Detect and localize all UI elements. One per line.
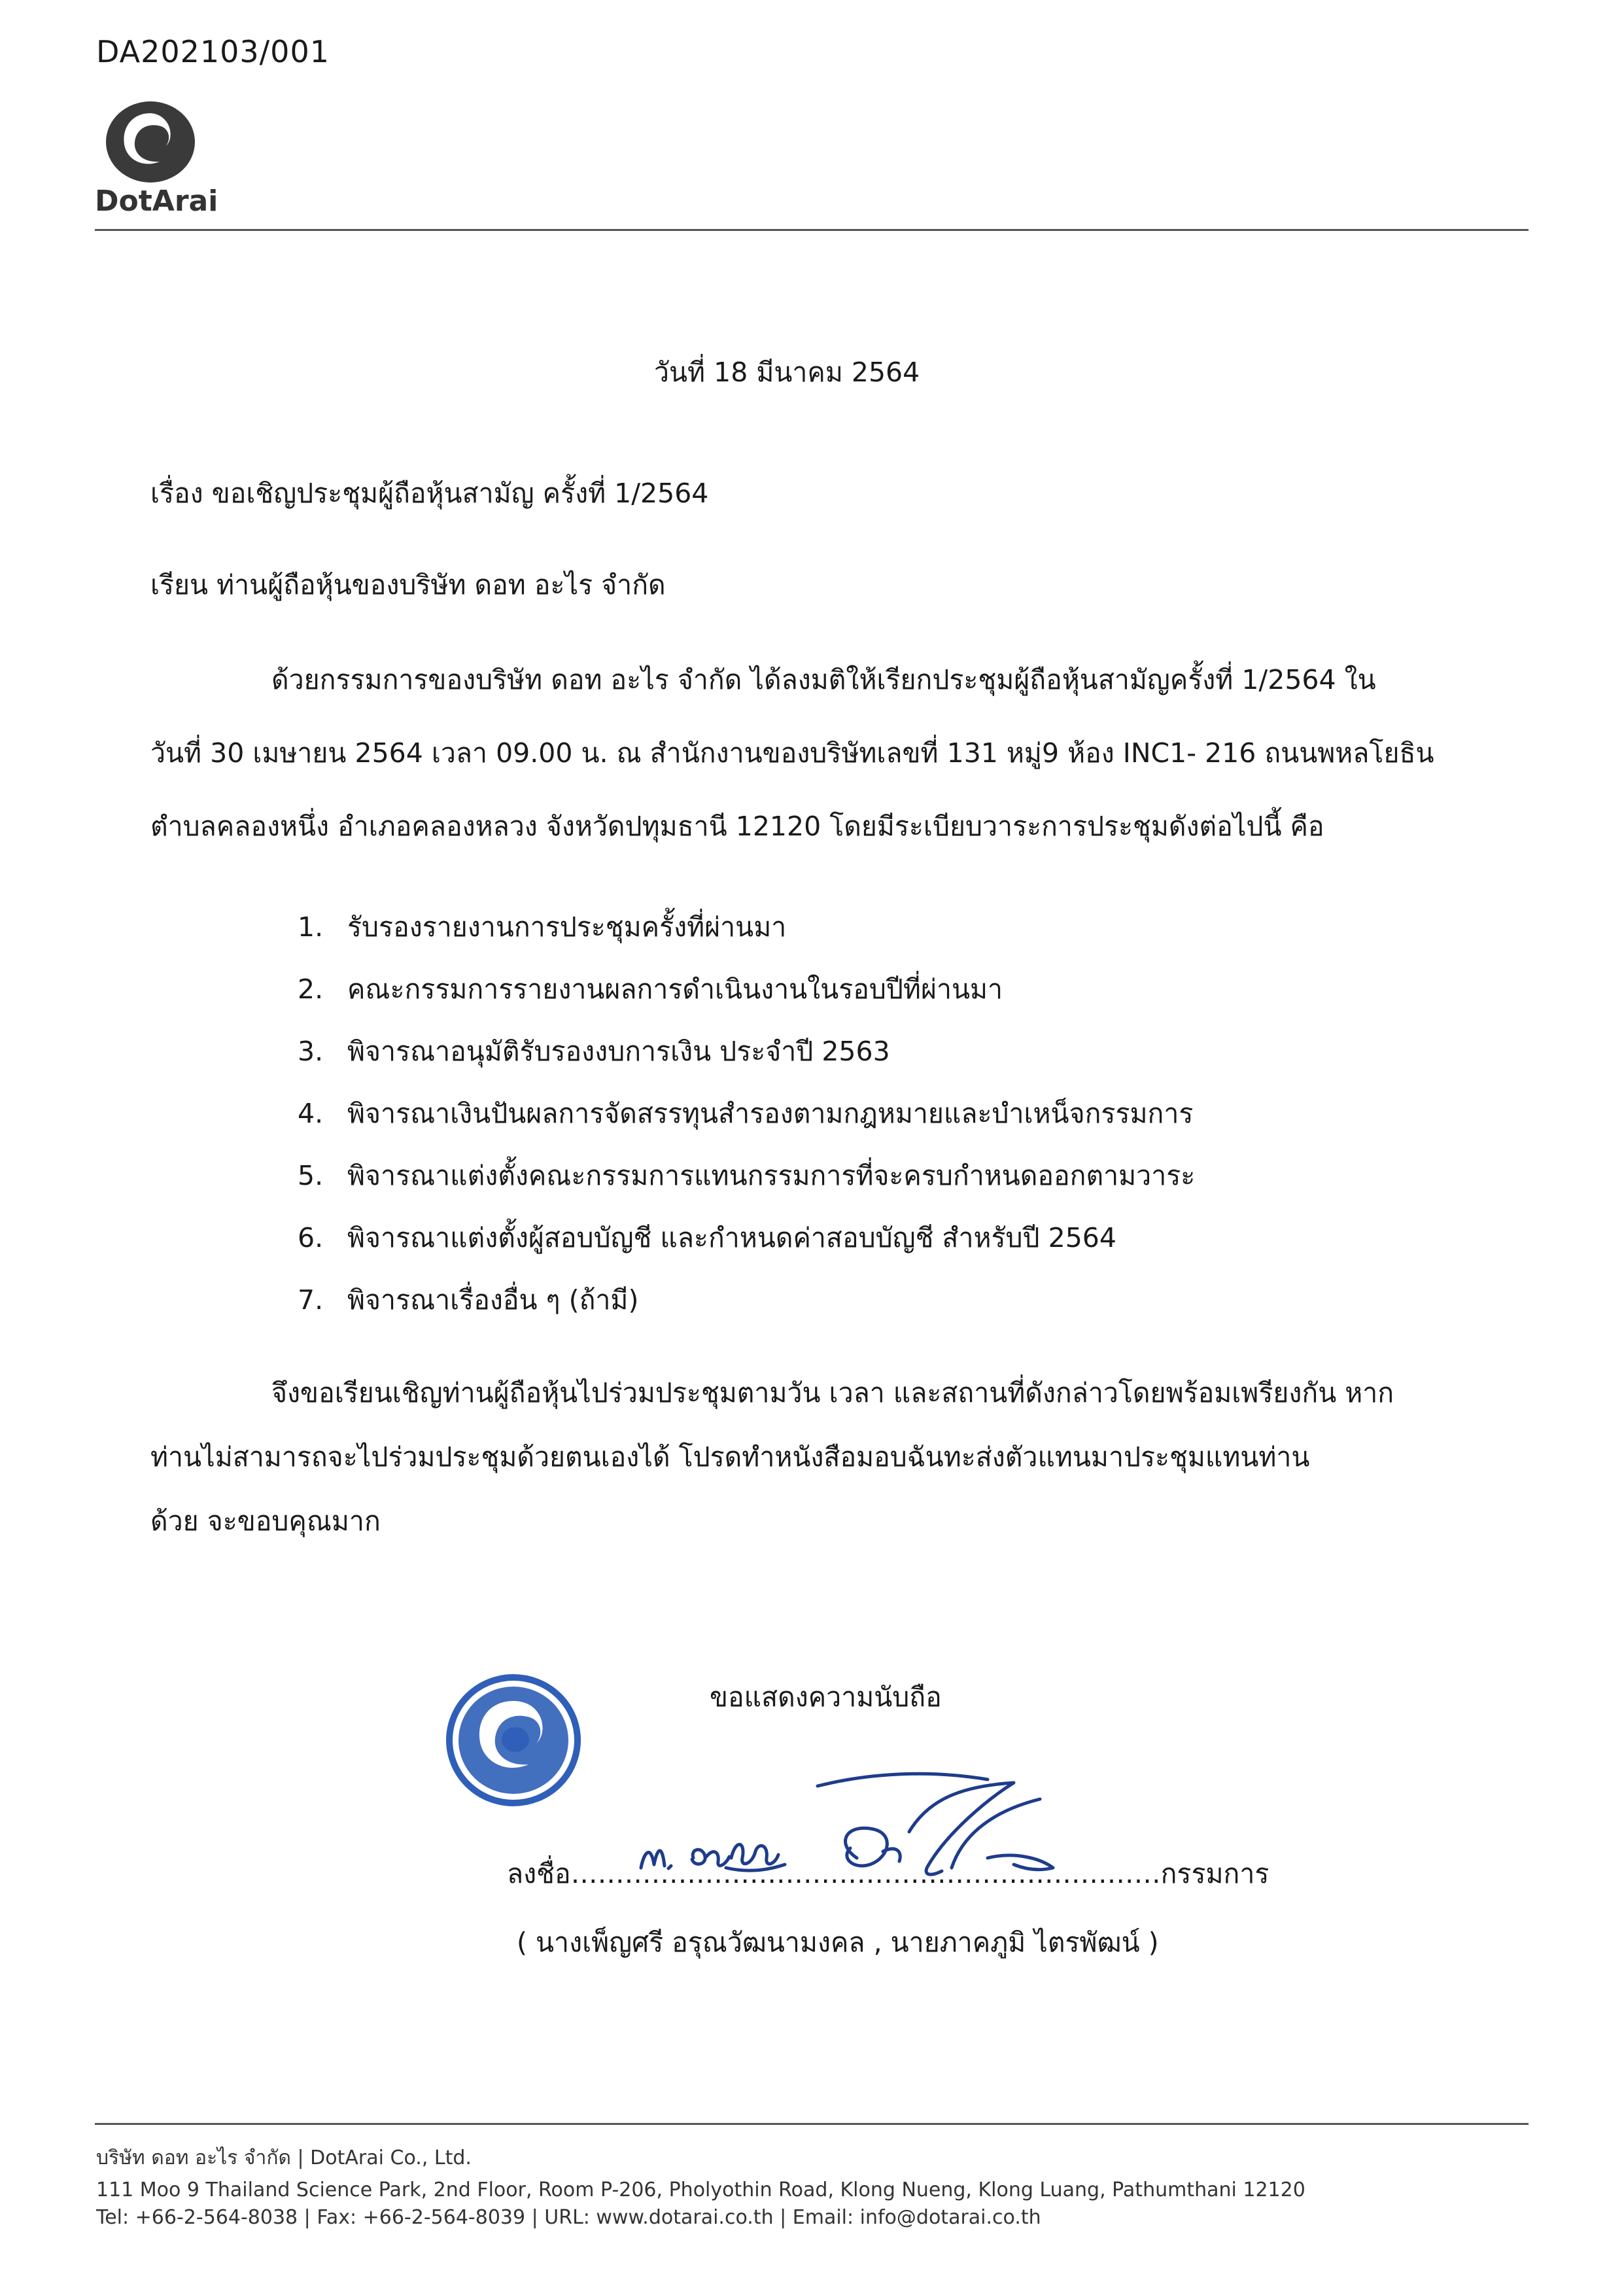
intro-line: ด้วยกรรมการของบริษัท ดอท อะไร จำกัด ได้ลงมติให้เรียกประชุมผู้ถือหุ้นสามัญครั้งที่ 1/2564 ใน (271, 664, 1376, 695)
agenda-text: พิจารณาอนุมัติรับรองงบการเงิน ประจำปี 2563 (347, 1036, 890, 1067)
agenda-text: รับรองรายงานการประชุมครั้งที่ผ่านมา (347, 911, 787, 943)
letter-subject: เรื่อง ขอเชิญประชุมผู้ถือหุ้นสามัญ ครั้งที่ 1/2564 (150, 478, 709, 509)
agenda-item (298, 1030, 1195, 1093)
agenda-item (298, 906, 1195, 968)
agenda-text: พิจารณาเรื่องอื่น ๆ (ถ้ามี) (347, 1284, 639, 1316)
agenda-text: พิจารณาเงินปันผลการจัดสรรทุนสำรองตามกฎหมายและบำเหน็จกรรมการ (347, 1098, 1194, 1129)
document-number: DA202103/001 (96, 34, 330, 69)
invitation-line: ด้วย จะขอบคุณมาก (150, 1505, 381, 1537)
footer-company: บริษัท ดอท อะไร จำกัด | DotArai Co., Ltd. (96, 2146, 472, 2169)
agenda-item (298, 1155, 1195, 1217)
signatory-names: ( นางเพ็ญศรี อรุณวัฒนามงคล , นายภาคภูมิ ไตรพัฒน์ ) (517, 1927, 1159, 1958)
header-divider (95, 229, 1529, 231)
agenda-text: พิจารณาแต่งตั้งคณะกรรมการแทนกรรมการที่จะครบกำหนดออกตามวาระ (347, 1160, 1196, 1191)
agenda-text: คณะกรรมการรายงานผลการดำเนินงานในรอบปีที่ผ่านมา (347, 973, 1003, 1005)
footer-address: 111 Moo 9 Thailand Science Park, 2nd Floor, Room P-206, Pholyothin Road, Klong Nueng, Klong Luang, Pathumthani 12120 (96, 2179, 1305, 2201)
invitation-paragraph (150, 1377, 1394, 1569)
sign-title: กรรมการ (1160, 1858, 1270, 1889)
agenda-item (298, 1217, 1195, 1279)
agenda-item (298, 1279, 1195, 1341)
intro-line: วันที่ 30 เมษายน 2564 เวลา 09.00 น. ณ สำนักงานของบริษัทเลขที่ 131 หมู่9 ห้อง INC1- 216 ถนนพหลโยธิน (150, 737, 1434, 769)
intro-paragraph (150, 664, 1434, 884)
invitation-line: จึงขอเรียนเชิญท่านผู้ถือหุ้นไปร่วมประชุมตามวัน เวลา และสถานที่ดังกล่าวโดยพร้อมเพรียงกัน หาก (271, 1377, 1394, 1409)
letter-date: วันที่ 18 มีนาคม 2564 (654, 357, 920, 388)
signature-line (507, 1858, 1269, 1890)
closing-salutation: ขอแสดงความนับถือ (710, 1681, 942, 1713)
footer-contact: Tel: +66-2-564-8038 | Fax: +66-2-564-8039 | URL: www.dotarai.co.th | Email: info@dotarai.co.th (96, 2206, 1041, 2229)
sign-dots: ………………………………………………………… (570, 1858, 1161, 1889)
agenda-number: 2. (298, 973, 324, 1005)
agenda-list (298, 906, 1195, 1341)
dotarai-logo-icon (98, 95, 203, 186)
agenda-number: 3. (298, 1036, 324, 1067)
footer-divider (95, 2123, 1529, 2125)
agenda-text: พิจารณาแต่งตั้งผู้สอบบัญชี และกำหนดค่าสอบบัญชี สำหรับปี 2564 (347, 1222, 1116, 1253)
agenda-number: 7. (298, 1284, 324, 1316)
agenda-item (298, 1093, 1195, 1155)
sign-label: ลงชื่อ (507, 1858, 571, 1889)
agenda-item (298, 968, 1195, 1030)
brand-name: DotArai (95, 184, 218, 218)
agenda-number: 6. (298, 1222, 324, 1253)
intro-line: ตำบลคลองหนึ่ง อำเภอคลองหลวง จังหวัดปทุมธานี 12120 โดยมีระเบียบวาระการประชุมดังต่อไปนี้ คือ (150, 811, 1324, 842)
agenda-number: 4. (298, 1098, 324, 1129)
company-seal-icon (445, 1672, 582, 1809)
invitation-line: ท่านไม่สามารถจะไปร่วมประชุมด้วยตนเองได้ โปรดทำหนังสือมอบฉันทะส่งตัวแทนมาประชุมแทนท่าน (150, 1441, 1310, 1473)
agenda-number: 5. (298, 1160, 324, 1191)
agenda-number: 1. (298, 911, 324, 943)
letter-recipient: เรียน ท่านผู้ถือหุ้นของบริษัท ดอท อะไร จำกัด (150, 569, 666, 601)
